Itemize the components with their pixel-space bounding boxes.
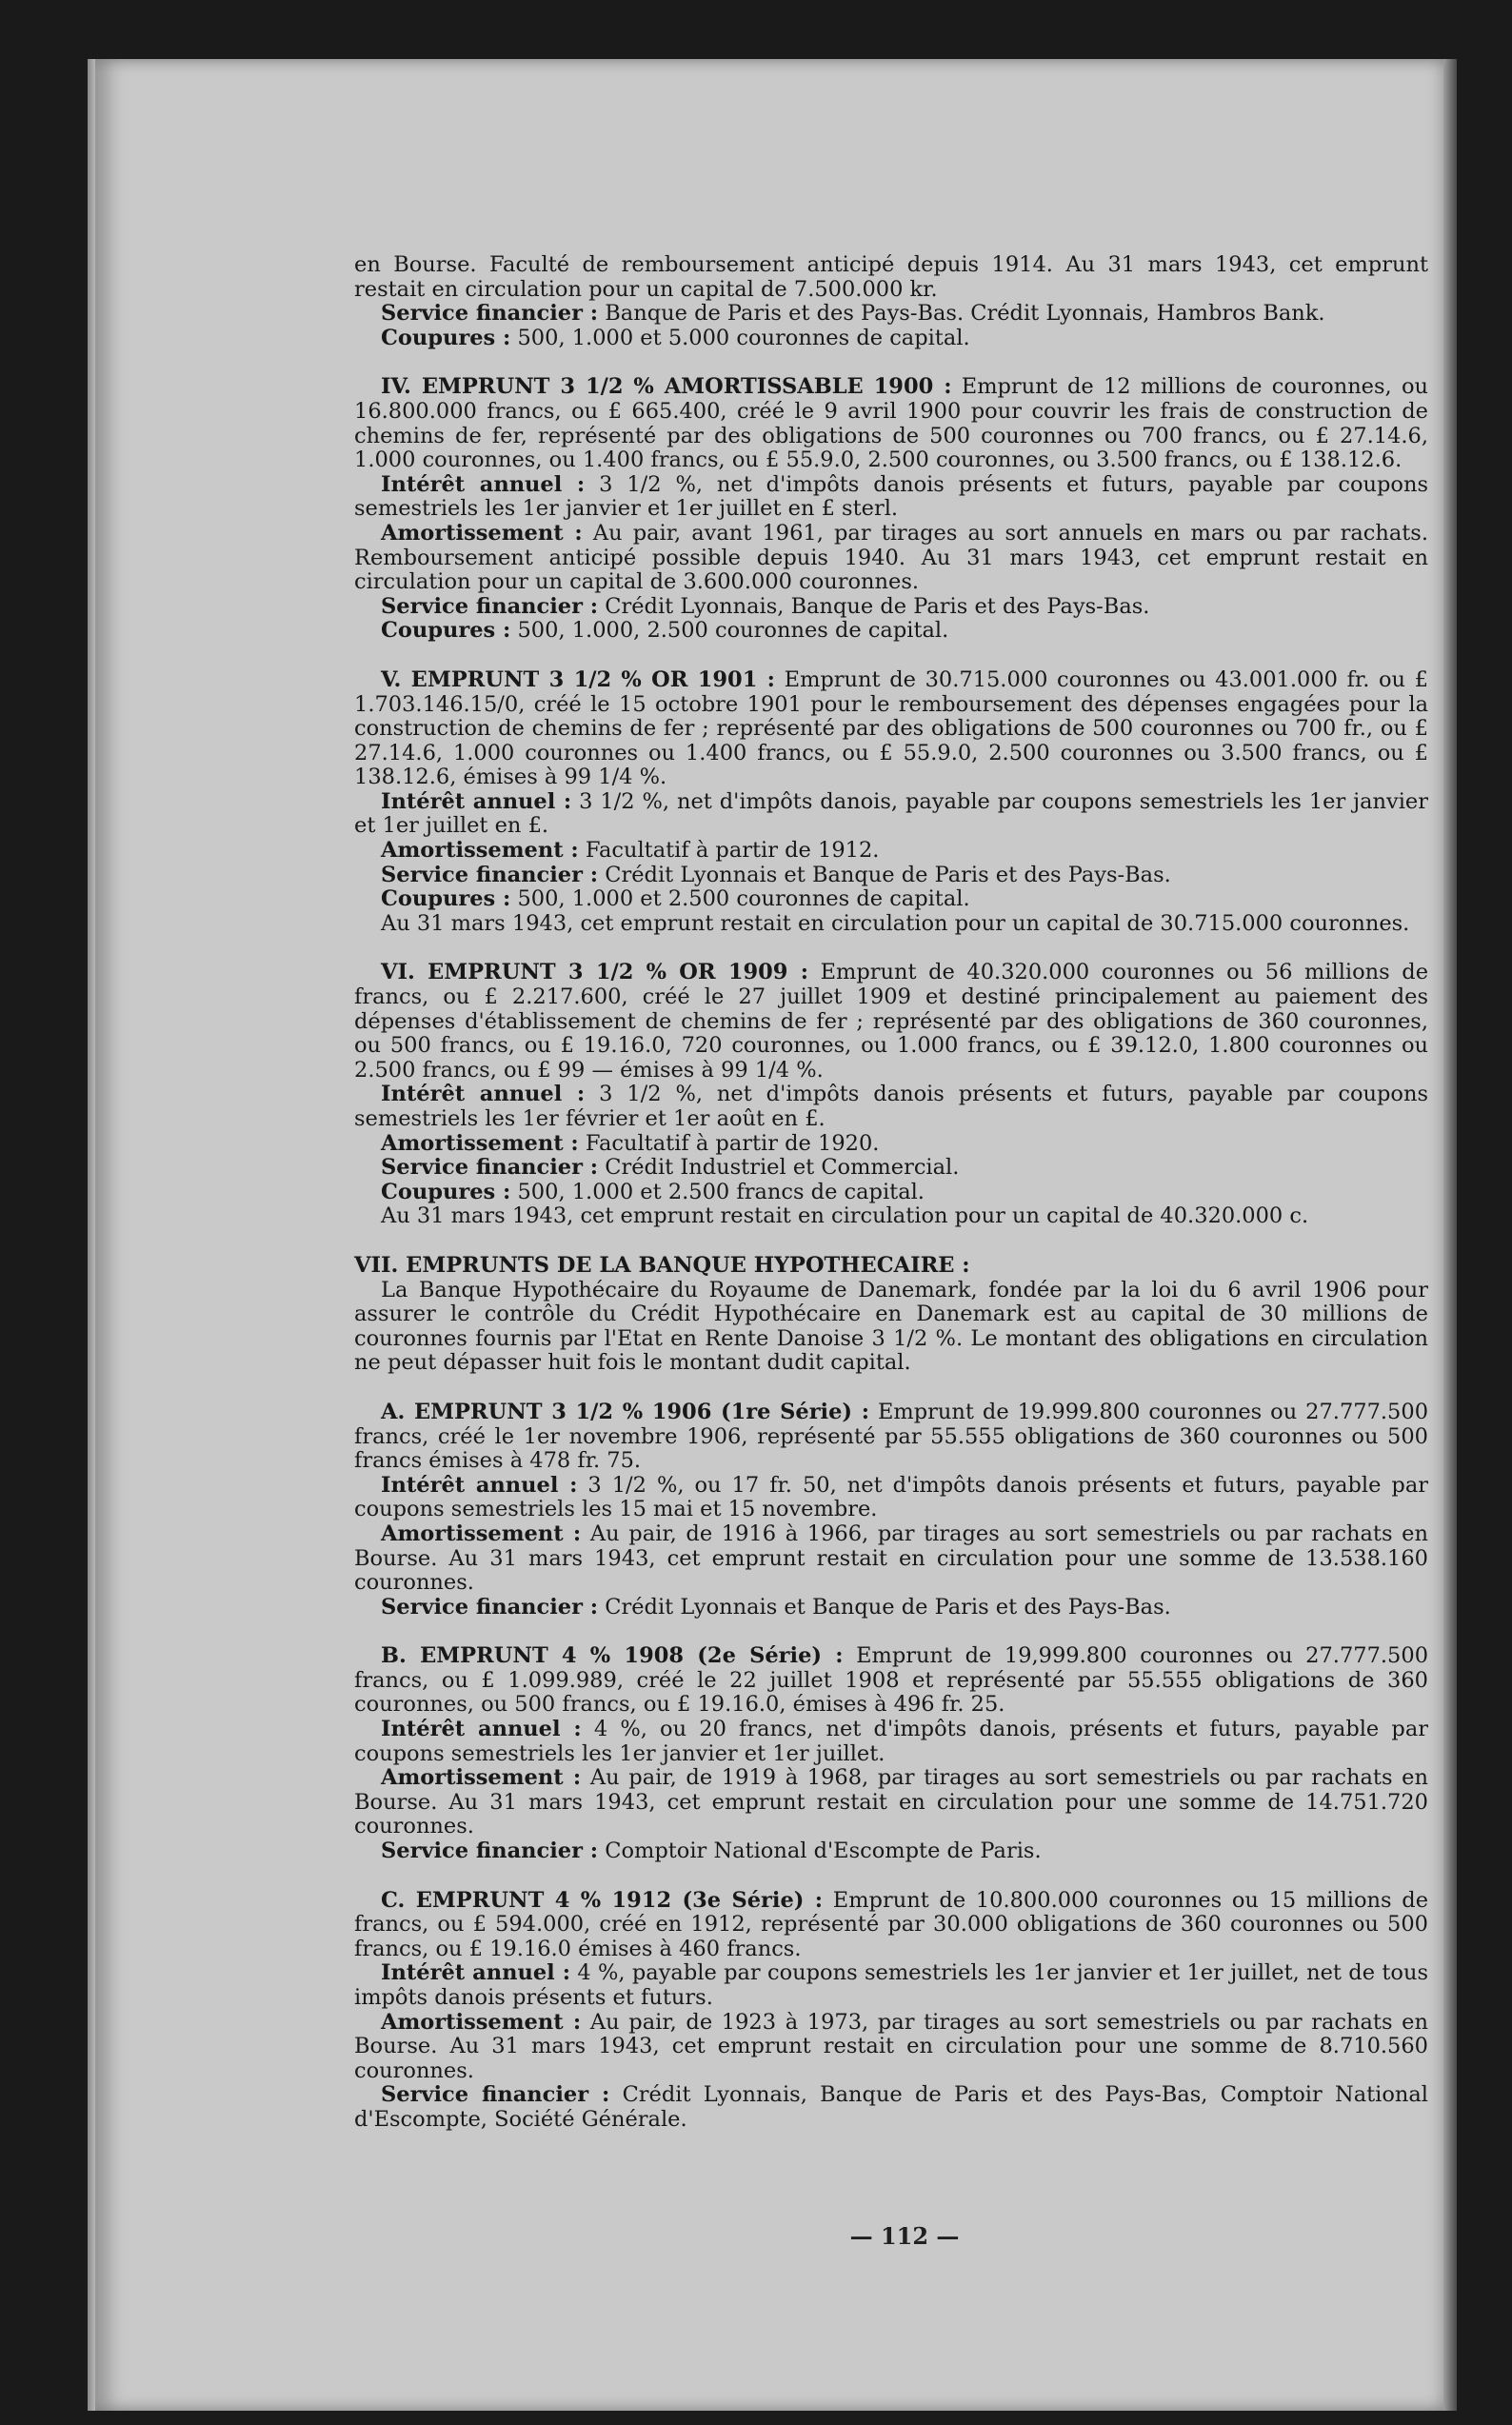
section-heading-iv: IV. EMPRUNT 3 1/2 % AMORTISSABLE 1900 : Emprunt de 12 millions de couronnes, ou 16.800.000 francs, ou £ 665.400, créé le 9 avril 1900 pour couvrir les frais de construction de chemins de fer, représenté par des obligations de 500 couronnes ou 700 francs, ou £ 27.14.6, 1.000 couronnes, ou 1.400 francs, ou £ 55.9.0, 2.500 couronnes, ou 3.500 francs, ou £ 138.12.6.: [354, 374, 1428, 473]
subsection-heading-c: C. EMPRUNT 4 % 1912 (3e Série) : Emprunt de 10.800.000 couronnes ou 15 millions de francs, ou £ 594.000, créé en 1912, représenté par 30.000 obligations de 360 couronnes ou 500 francs, ou £ 19.16.0 émises à 460 francs.: [354, 1887, 1429, 1961]
interest-line: Intérêt annuel : 3 1/2 %, net d'impôts danois, payable par coupons semestriels les 1er janvier et 1er juillet en £.: [354, 788, 1428, 839]
amortissement-line: Amortissement : Facultatif à partir de 1920.: [381, 1130, 880, 1156]
subsection-heading-b: B. EMPRUNT 4 % 1908 (2e Série) : Emprunt de 19,999.800 couronnes ou 27.777.500 francs, ou £ 1.099.989, créé le 22 juillet 1908 et représenté par 55.555 obligations de 360 couronnes, ou 500 francs, ou £ 19.16.0, émises à 496 fr. 25.: [354, 1643, 1429, 1718]
subsection-heading-a: A. EMPRUNT 3 1/2 % 1906 (1re Série) : Emprunt de 19.999.800 couronnes ou 27.777.500 francs, créé le 1er novembre 1906, représenté par 55.555 obligations de 360 couronnes ou 500 francs émises à 478 fr. 75.: [354, 1399, 1429, 1474]
service-line: Service financier : Crédit Lyonnais, Banque de Paris et des Pays-Bas, Comptoir National d'Escompte, Société Générale.: [354, 2082, 1428, 2132]
paragraph: La Banque Hypothécaire du Royaume de Danemark, fondée par la loi du 6 avril 1906 pour assurer le contrôle du Crédit Hypothécaire en Danemark est au capital de 30 millions de couronnes fournis par l'Etat en Rente Danoise 3 1/2 %. Le montant des obligations en circulation ne peut dépasser huit fois le montant dudit capital.: [354, 1277, 1428, 1376]
amortissement-line: Amortissement : Au pair, avant 1961, par tirages au sort annuels en mars ou par rachats. Remboursement anticipé possible depuis 1940. Au 31 mars 1943, cet emprunt restait en circulation pour un capital de 3.600.000 couronnes.: [354, 520, 1428, 595]
service-line: Service financier : Banque de Paris et des Pays-Bas. Crédit Lyonnais, Hambros Bank.: [381, 301, 1325, 327]
amortissement-line: Amortissement : Facultatif à partir de 1912.: [381, 838, 880, 864]
interest-line: Intérêt annuel : 3 1/2 %, net d'impôts danois présents et futurs, payable par coupons semestriels les 1er février et 1er août en £.: [354, 1082, 1428, 1131]
page-body: [354, 253, 1428, 2133]
section-heading-vi: VI. EMPRUNT 3 1/2 % OR 1909 : Emprunt de 40.320.000 couronnes ou 56 millions de francs, ou £ 2.217.600, créé le 27 juillet 1909 et destiné principalement au paiement des dépenses d'établissement de chemins de fer ; représenté par des obligations de 360 couronnes, ou 500 francs, ou £ 19.16.0, 720 couronnes, ou 1.000 francs, ou £ 39.12.0, 1.800 couronnes ou 2.500 francs, ou £ 99 — émises à 99 1/4 %.: [354, 960, 1429, 1083]
interest-line: Intérêt annuel : 3 1/2 %, net d'impôts danois présents et futurs, payable par coupons semestriels les 1er janvier et 1er juillet en £ sterl.: [354, 471, 1428, 522]
service-line: Service financier : Crédit Lyonnais et Banque de Paris et des Pays-Bas.: [381, 1594, 1171, 1620]
interest-line: Intérêt annuel : 3 1/2 %, ou 17 fr. 50, net d'impôts danois présents et futurs, payable par coupons semestriels les 15 mai et 15 novembre.: [354, 1472, 1428, 1522]
coupures-line: Coupures : 500, 1.000 et 2.500 couronnes de capital.: [381, 886, 970, 912]
service-line: Service financier : Crédit Lyonnais et Banque de Paris et des Pays-Bas.: [381, 862, 1171, 887]
coupures-line: Coupures : 500, 1.000 et 2.500 francs de capital.: [381, 1179, 925, 1204]
amortissement-line: Amortissement : Au pair, de 1923 à 1973, par tirages au sort semestriels ou par rachats en Bourse. Au 31 mars 1943, cet emprunt restait en circulation pour une somme de 8.710.560 couronnes.: [354, 2009, 1428, 2083]
amortissement-line: Amortissement : Au pair, de 1919 à 1968, par tirages au sort semestriels ou par rachats en Bourse. Au 31 mars 1943, cet emprunt restait en circulation pour une somme de 14.751.720 couronnes.: [354, 1765, 1428, 1839]
interest-line: Intérêt annuel : 4 %, ou 20 francs, net d'impôts danois, présents et futurs, payable par coupons semestriels les 1er janvier et 1er juillet.: [354, 1717, 1428, 1766]
amortissement-line: Amortissement : Au pair, de 1916 à 1966, par tirages au sort semestriels ou par rachats en Bourse. Au 31 mars 1943, cet emprunt restait en circulation pour une somme de 13.538.160 couronnes.: [354, 1521, 1428, 1596]
paragraph: Au 31 mars 1943, cet emprunt restait en circulation pour un capital de 30.715.000 couronnes.: [381, 910, 1410, 936]
section-heading-vii: VII. EMPRUNTS DE LA BANQUE HYPOTHECAIRE :: [354, 1252, 970, 1278]
paragraph: Au 31 mars 1943, cet emprunt restait en circulation pour un capital de 40.320.000 c.: [381, 1203, 1309, 1229]
page-right-edge: [1443, 59, 1457, 2411]
interest-line: Intérêt annuel : 4 %, payable par coupons semestriels les 1er janvier et 1er juillet, net de tous impôts danois présents et futurs.: [354, 1960, 1428, 2010]
paragraph: en Bourse. Faculté de remboursement anticipé depuis 1914. Au 31 mars 1943, cet emprunt restait en circulation pour un capital de 7.500.000 kr.: [354, 252, 1428, 302]
page-number: — 112 —: [849, 2222, 960, 2250]
section-heading-v: V. EMPRUNT 3 1/2 % OR 1901 : Emprunt de 30.715.000 couronnes ou 43.001.000 fr. ou £ 1.703.146.15/0, créé le 15 octobre 1901 pour le remboursement des dépenses engagées pour la construction de chemins de fer ; représenté par des obligations de 500 couronnes ou 700 fr., ou £ 27.14.6, 1.000 couronnes ou 1.400 francs, ou £ 55.9.0, 2.500 couronnes ou 3.500 francs, ou £ 138.12.6, émises à 99 1/4 %.: [354, 666, 1428, 790]
service-line: Service financier : Comptoir National d'Escompte de Paris.: [381, 1839, 1042, 1864]
service-line: Service financier : Crédit Industriel et Commercial.: [381, 1155, 960, 1181]
coupures-line: Coupures : 500, 1.000, 2.500 couronnes de capital.: [381, 618, 949, 644]
coupures-line: Coupures : 500, 1.000 et 5.000 couronnes de capital.: [381, 325, 970, 350]
service-line: Service financier : Crédit Lyonnais, Banque de Paris et des Pays-Bas.: [381, 593, 1150, 619]
